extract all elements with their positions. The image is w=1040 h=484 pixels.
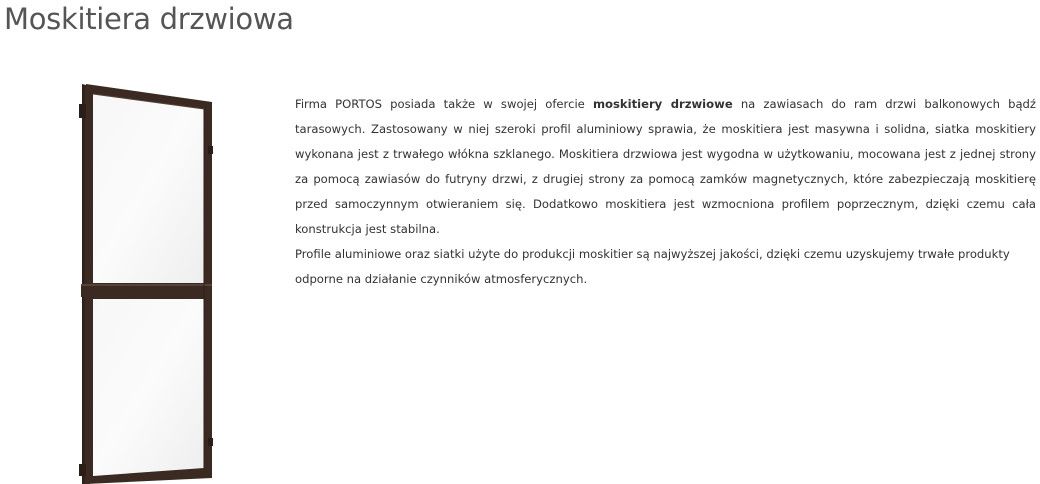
latch-top xyxy=(208,146,213,154)
description-text-intro: Firma PORTOS posiada także w swojej ofercie xyxy=(295,97,593,111)
mosquito-net-door-image xyxy=(60,78,230,484)
description-paragraph-2: Profile aluminiowe oraz siatki użyte do produkcji moskitier są najwyższej jakości, dzięki czemu uzyskujemy trwałe produkty odporne na działanie czynników atmosferycznych. xyxy=(295,247,1010,286)
product-description xyxy=(295,92,1036,292)
mesh-panel-lower xyxy=(93,299,204,476)
hinge-top xyxy=(79,104,86,118)
latch-bottom xyxy=(208,438,213,446)
description-paragraph-1 xyxy=(295,92,1036,242)
hinge-bottom xyxy=(79,464,86,476)
mesh-panel-upper xyxy=(93,94,204,283)
page-title: Moskitiera drzwiowa xyxy=(4,2,294,36)
description-text-body: na zawiasach do ram drzwi balkonowych bądź tarasowych. Zastosowany w niej szeroki profil aluminiowy sprawia, że moskitiera jest masywna i solidna, siatka moskitiery wykonana jest z trwałego włókna szklanego. Moskitiera drzwiowa jest wygodna w użytkowaniu, mocowana jest z jednej strony za pomocą zawiasów do futryny drzwi, z drugiej strony za pomocą zamków magnetycznych, które zabezpieczają moskitierę przed samoczynnym otwieraniem się. Dodatkowo moskitiera jest wzmocniona profilem poprzecznym, dzięki czemu cała konstrukcja jest stabilna. xyxy=(295,97,1036,236)
description-highlight: moskitiery drzwiowe xyxy=(592,97,733,111)
